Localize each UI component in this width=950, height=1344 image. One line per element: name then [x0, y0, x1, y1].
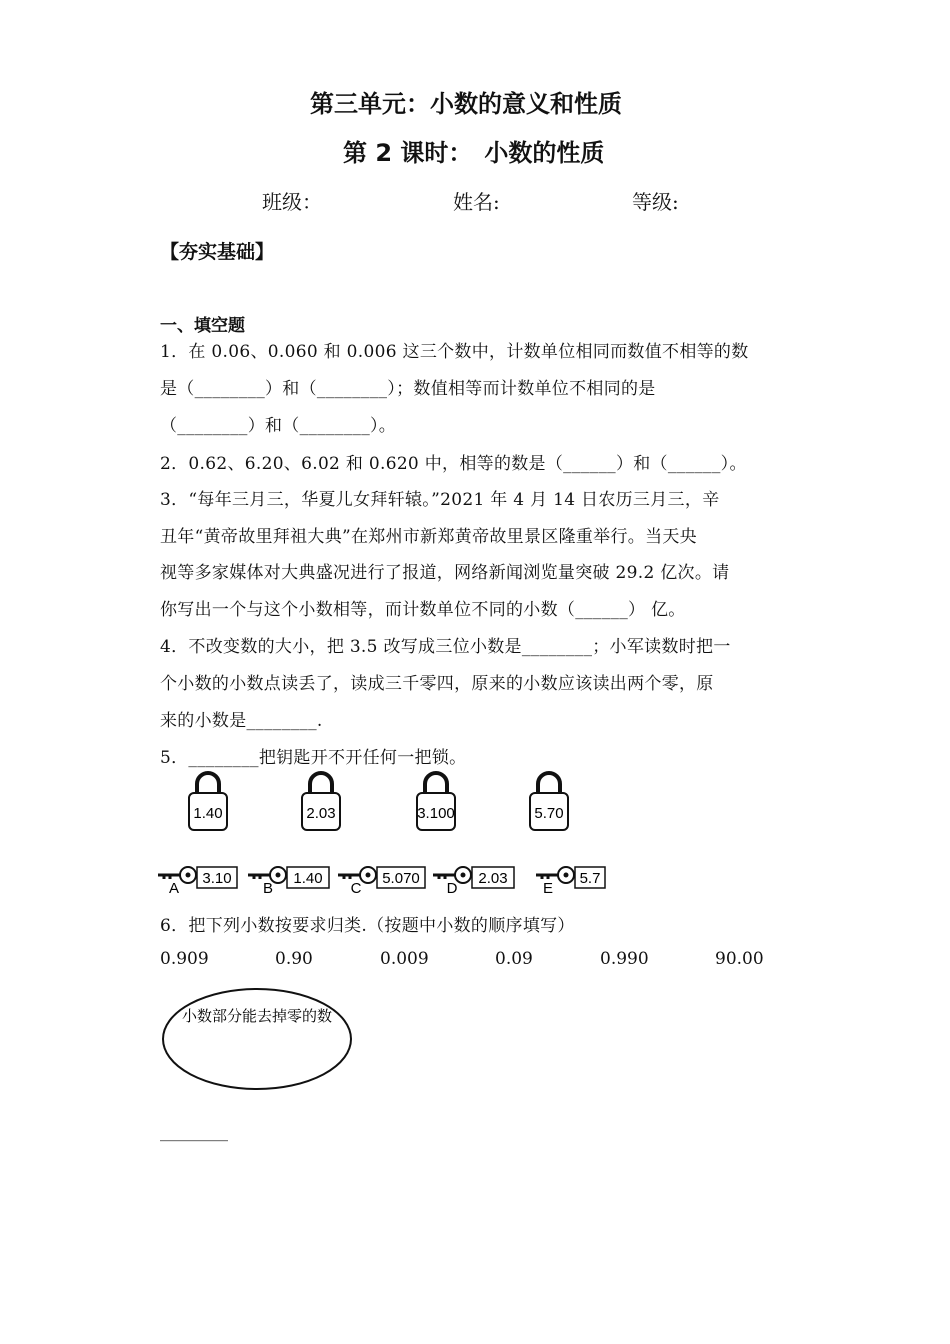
page-title: 第三单元：小数的意义和性质 [310, 90, 622, 118]
q4-line-3: 来的小数是________. [160, 711, 323, 731]
q5-line: 5．________把钥匙开不开任何一把锁。 [160, 748, 467, 768]
category-ellipse [160, 985, 356, 1093]
q3-line-2: 丑年“黄帝故里拜祖大典”在郑州市新郑黄帝故里景区隆重举行。当天央 [160, 527, 697, 547]
lock-value: 2.03 [306, 805, 336, 822]
lesson-subtitle: 第 2 课时： 小数的性质 [343, 139, 605, 167]
key-icon [433, 867, 514, 897]
q4-line-2: 个小数的小数点读丢了，读成三千零四，原来的小数应该读出两个零，原 [160, 674, 714, 694]
lock-icon [530, 773, 568, 830]
q4-line-1: 4．不改变数的大小，把 3.5 改写成三位小数是________；小军读数时把一 [160, 637, 731, 657]
section-header: 【夯实基础】 [160, 241, 275, 263]
key-value: 3.10 [202, 870, 232, 887]
decimal-value: 0.90 [275, 949, 313, 969]
decimal-value: 0.09 [495, 949, 533, 969]
grade-label: 等级: [632, 190, 679, 214]
key-icon [338, 867, 425, 897]
decimal-value: 0.909 [160, 949, 209, 969]
part-title: 一、填空题 [160, 316, 245, 336]
key-icon [536, 867, 605, 897]
lock-value: 3.100 [417, 805, 455, 822]
key-value: 5.070 [382, 870, 420, 887]
answer-blank: ________ [160, 1122, 228, 1142]
decimal-value: 0.990 [600, 949, 649, 969]
key-value: 5.7 [579, 870, 601, 887]
q1-line-3: （________）和（________）。 [160, 416, 397, 436]
key-icon [248, 867, 329, 897]
class-label: 班级： [262, 190, 322, 214]
decimal-value: 90.00 [715, 949, 764, 969]
lock-icon [302, 773, 340, 830]
key-icon [158, 867, 237, 897]
key-value: 2.03 [478, 870, 508, 887]
q6-line: 6．把下列小数按要求归类.（按题中小数的顺序填写） [160, 916, 575, 936]
key-letter: D [446, 880, 458, 897]
q1-line-2: 是（________）和（________）；数值相等而计数单位不相同的是 [160, 379, 656, 399]
name-label: 姓名: [453, 190, 500, 214]
lock-value: 1.40 [193, 805, 223, 822]
q2-line: 2．0.62、6.20、6.02 和 0.620 中，相等的数是（______）和（______）。 [160, 454, 747, 474]
lock-icon [189, 773, 227, 830]
q1-line-1: 1．在 0.06、0.060 和 0.006 这三个数中，计数单位相同而数值不相等的数 [160, 342, 749, 362]
lock-icon [417, 773, 455, 830]
key-letter: B [262, 880, 274, 897]
decimal-value: 0.009 [380, 949, 429, 969]
ellipse-label: 小数部分能去掉零的数 [181, 1008, 333, 1025]
q3-line-3: 视等多家媒体对大典盛况进行了报道，网络新闻浏览量突破 29.2 亿次。请 [160, 563, 730, 583]
key-letter: E [542, 880, 554, 897]
key-value: 1.40 [293, 870, 323, 887]
q3-line-4: 你写出一个与这个小数相等，而计数单位不同的小数（______） 亿。 [160, 600, 686, 620]
lock-value: 5.70 [534, 805, 564, 822]
q3-line-1: 3．“每年三月三，华夏儿女拜轩辕。”2021 年 4 月 14 日农历三月三，辛 [160, 490, 720, 510]
locks-keys-figure [150, 770, 630, 900]
key-letter: A [168, 880, 180, 897]
key-letter: C [350, 880, 362, 897]
